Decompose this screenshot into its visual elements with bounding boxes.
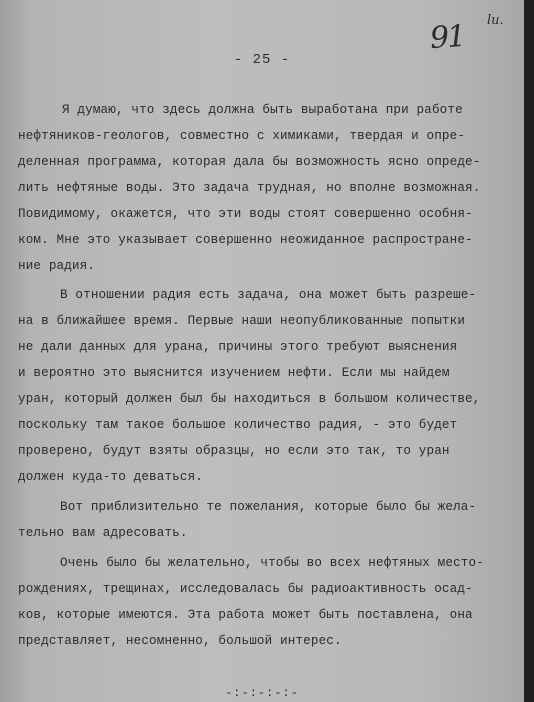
text-line: тельно вам адресовать. (18, 526, 188, 540)
closing-divider: -:-:-:-:- (225, 686, 299, 700)
handwritten-mark: lu. (487, 13, 504, 28)
text-line: лить нефтяные воды. Это задача трудная, но вполне возможная. (18, 181, 481, 195)
text-line: на в ближайшее время. Первые наши неопубликованные попытки (18, 314, 466, 328)
text-line: Очень было бы желательно, чтобы во всех нефтяных место- (60, 556, 484, 570)
text-line: нефтяников-геологов, совместно с химиками, твердая и опре- (18, 129, 466, 143)
text-line: представляет, несомненно, большой интерес. (18, 634, 342, 648)
text-line: проверено, будут взяты образцы, но если это так, то уран (18, 444, 450, 458)
text-line: рождениях, трещинах, исследовалась бы радиоактивность осад- (18, 582, 473, 596)
text-line: поскольку там такое большое количество радия, - это будет (18, 418, 458, 432)
text-line: и вероятно это выяснится изучением нефти. Если мы найдем (18, 366, 450, 380)
text-line: ков, которые имеются. Эта работа может быть поставлена, она (18, 608, 473, 622)
page-number: - 25 - (233, 52, 291, 68)
text-line: Вот приблизительно те пожелания, которые было бы жела- (60, 500, 477, 514)
text-line: Повидимому, окажется, что эти воды стоят совершенно особня- (18, 207, 473, 221)
text-line: уран, который должен был бы находиться в большом количестве, (18, 392, 481, 406)
text-line: В отношении радия есть задача, она может быть разреше- (60, 288, 477, 302)
text-line: ком. Мне это указывает совершенно неожиданное распростране- (18, 233, 473, 247)
scan-edge (524, 0, 534, 702)
text-line: ние радия. (18, 259, 96, 273)
text-line: деленная программа, которая дала бы возможность ясно опреде- (18, 155, 481, 169)
text-line: должен куда-то деваться. (18, 470, 203, 484)
handwritten-folio-number: 91 (428, 18, 466, 57)
text-line: не дали данных для урана, причины этого требуют выяснения (18, 340, 458, 354)
text-line: Я думаю, что здесь должна быть выработана при работе (62, 103, 463, 117)
